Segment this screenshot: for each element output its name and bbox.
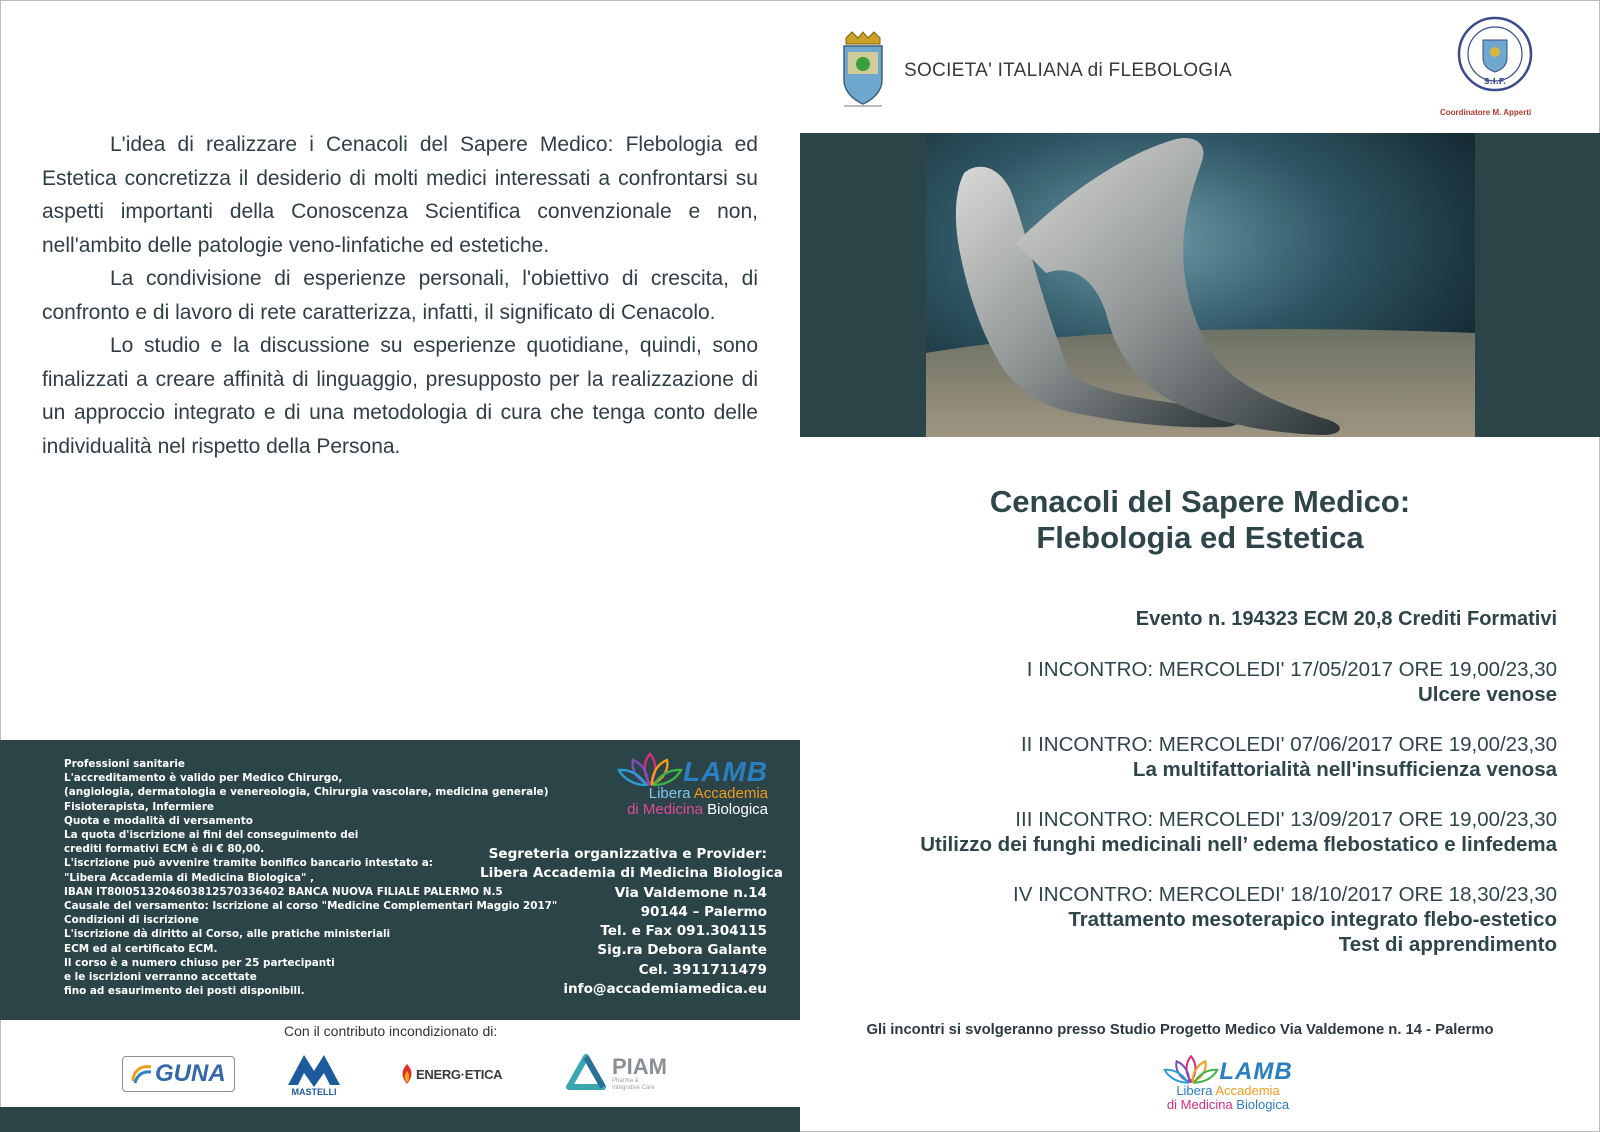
meeting-3: [820, 807, 1557, 857]
mastelli-wordmark: MASTELLI: [291, 1087, 337, 1097]
lamb-wordmark: LAMB: [1219, 1058, 1293, 1085]
meeting-topic: Ulcere venose: [1417, 683, 1557, 706]
seal-label: S.I.F.: [1483, 77, 1507, 86]
meeting-topic: La multifattorialità nell'insufficienza venosa: [1132, 758, 1557, 781]
info-line: "Libera Accademia di Medicina Biologica" ,: [64, 871, 314, 884]
lotus-icon: [1163, 1054, 1219, 1084]
piam-tagline-1: Pharma &: [612, 1078, 639, 1084]
lamb-libera: Libera: [648, 785, 694, 802]
info-line: L'iscrizione può avvenire tramite bonifico bancario intestato a:: [64, 857, 433, 870]
mastelli-mountain-icon: [286, 1051, 342, 1087]
contact-line: Via Valdemone n.14: [614, 884, 767, 901]
lamb-biologica: Biologica: [707, 801, 768, 818]
info-line: L'iscrizione dà diritto al Corso, alle pratiche ministeriali: [64, 928, 391, 941]
mastelli-logo: [284, 1048, 344, 1100]
intro-paragraph-1: L'idea di realizzare i Cenacoli del Sapere Medico: Flebologia ed Estetica concretizza il desiderio di molti medici interessati a confrontarsi su aspetti importanti della Conoscenza Scientifica convenzionale e non, nell'ambito delle patologie veno-linfatiche ed estetiche.: [42, 133, 758, 257]
lotus-icon: [617, 752, 683, 786]
meeting-topic: Utilizzo dei funghi medicinali nell’ edema flebostatico e linfedema: [920, 833, 1557, 856]
meeting-topic: Trattamento mesoterapico integrato flebo-estetico: [1068, 908, 1557, 931]
crest-icon: [838, 30, 888, 110]
info-line: Professioni sanitarie: [64, 758, 185, 770]
info-line: L'accreditamento è valido per Medico Chirurgo,: [64, 772, 343, 785]
coordinator-note: Coordinatore M. Apperti: [1440, 108, 1532, 117]
event-title-line-1: Cenacoli del Sapere Medico:: [989, 484, 1411, 519]
ecm-credits: Evento n. 194323 ECM 20,8 Crediti Formativi: [1135, 608, 1557, 630]
guna-wordmark: GUNA: [155, 1060, 226, 1087]
energetica-flame-icon: [398, 1063, 416, 1085]
meeting-1: [820, 657, 1557, 707]
event-schedule: [820, 607, 1557, 982]
info-line: Quota e modalità di versamento: [64, 814, 253, 827]
lamb-accademia: Accademia: [1215, 1083, 1280, 1098]
energetica-logo: [398, 1048, 520, 1100]
legs-photo: [926, 133, 1475, 437]
intro-paragraph-3: Lo studio e la discussione su esperienze quotidiane, quindi, sono finalizzati a creare affinità di linguaggio, presupposto per la realizzazione di un approccio integrato e di una metodologia di cura che tenga conto delle individualità nel rispetto della Persona.: [42, 334, 758, 458]
info-line: Il corso è a numero chiuso per 25 partecipanti: [64, 956, 335, 969]
contact-line: Tel. e Fax 091.304115: [600, 923, 767, 940]
piam-tagline-2: Integrative Care: [612, 1085, 655, 1091]
lamb-accademia: Accademia: [693, 785, 768, 802]
seal-icon: [1455, 16, 1535, 94]
organizer-contact: [480, 845, 783, 999]
contact-line: Sig.ra Debora Galante: [597, 942, 767, 959]
legs-photo-image: [926, 133, 1475, 437]
info-line: e le iscrizioni verranno accettate: [64, 971, 257, 984]
contact-email: info@accademiamedica.eu: [563, 981, 767, 998]
meeting-2: [820, 732, 1557, 782]
piam-wordmark: PIAM: [612, 1054, 667, 1079]
lamb-di-medicina: di Medicina: [1166, 1097, 1237, 1112]
registration-info: [64, 757, 558, 998]
piam-logo: [566, 1048, 676, 1100]
lamb-logo-bottom: [1128, 1054, 1328, 1112]
info-line: crediti formativi ECM è di € 80,00.: [64, 843, 265, 856]
sponsor-label: Con il contributo incondizionato di:: [284, 1023, 498, 1039]
contact-line: Cel. 3911711479: [638, 961, 767, 978]
society-name: SOCIETA' ITALIANA di FLEBOLOGIA: [904, 60, 1232, 81]
event-title: [860, 484, 1540, 556]
event-title-line-2: Flebologia ed Estetica: [1036, 520, 1364, 555]
guna-logo: [122, 1048, 230, 1100]
lamb-wordmark: LAMB: [683, 756, 768, 787]
info-line: Fisioterapista, Infermiere: [64, 800, 214, 813]
meeting-date: II INCONTRO: MERCOLEDI' 07/06/2017 ORE 19,00/23,30: [1020, 733, 1557, 756]
energetica-wordmark: ENERG·ETICA: [416, 1066, 503, 1082]
info-line: ECM ed al certificato ECM.: [64, 942, 218, 955]
info-line: Causale del versamento: Iscrizione al corso "Medicine Complementari Maggio 2017": [64, 900, 558, 913]
contact-line: Segreteria organizzativa e Provider:: [488, 846, 767, 862]
info-line: Condizioni di iscrizione: [64, 914, 199, 927]
info-line: IBAN IT80I0513204603812570336402 BANCA NUOVA FILIALE PALERMO N.5: [64, 885, 503, 898]
bottom-strip: [0, 1107, 800, 1132]
lamb-logo-panel: [600, 752, 768, 818]
info-line: fino ad esaurimento dei posti disponibili.: [64, 985, 305, 998]
meeting-date: I INCONTRO: MERCOLEDI' 17/05/2017 ORE 19,00/23,30: [1026, 658, 1557, 681]
meeting-topic: Test di apprendimento: [1338, 933, 1557, 956]
meeting-date: IV INCONTRO: MERCOLEDI' 18/10/2017 ORE 18,30/23,30: [1013, 883, 1557, 906]
info-line: (angiologia, dermatologia e venereologia, Chirurgia vascolare, medicina generale): [64, 786, 549, 799]
meeting-date: III INCONTRO: MERCOLEDI' 13/09/2017 ORE 19,00/23,30: [1015, 808, 1557, 831]
contact-line: 90144 – Palermo: [640, 903, 767, 920]
contact-line: Libera Accademia di Medicina Biologica: [480, 865, 783, 882]
sif-crest-logo: [838, 30, 888, 115]
meeting-4: [820, 882, 1557, 957]
lamb-biologica: Biologica: [1236, 1097, 1290, 1112]
intro-text: [42, 128, 758, 463]
lamb-libera: Libera: [1176, 1083, 1216, 1098]
guna-swirl-icon: [131, 1063, 153, 1085]
info-line: La quota d'iscrizione ai fini del conseguimento dei: [64, 829, 359, 842]
venue-note: Gli incontri si svolgeranno presso Studio Progetto Medico Via Valdemone n. 14 - Palermo: [866, 1022, 1494, 1038]
piam-triangle-icon: [566, 1054, 606, 1094]
intro-paragraph-2: La condivisione di esperienze personali, l'obiettivo di crescita, di confronto e di lavoro di rete caratterizza, infatti, il significato di Cenacolo.: [42, 267, 758, 324]
sif-seal-logo: [1455, 16, 1535, 99]
lamb-di-medicina: di Medicina: [627, 801, 708, 818]
